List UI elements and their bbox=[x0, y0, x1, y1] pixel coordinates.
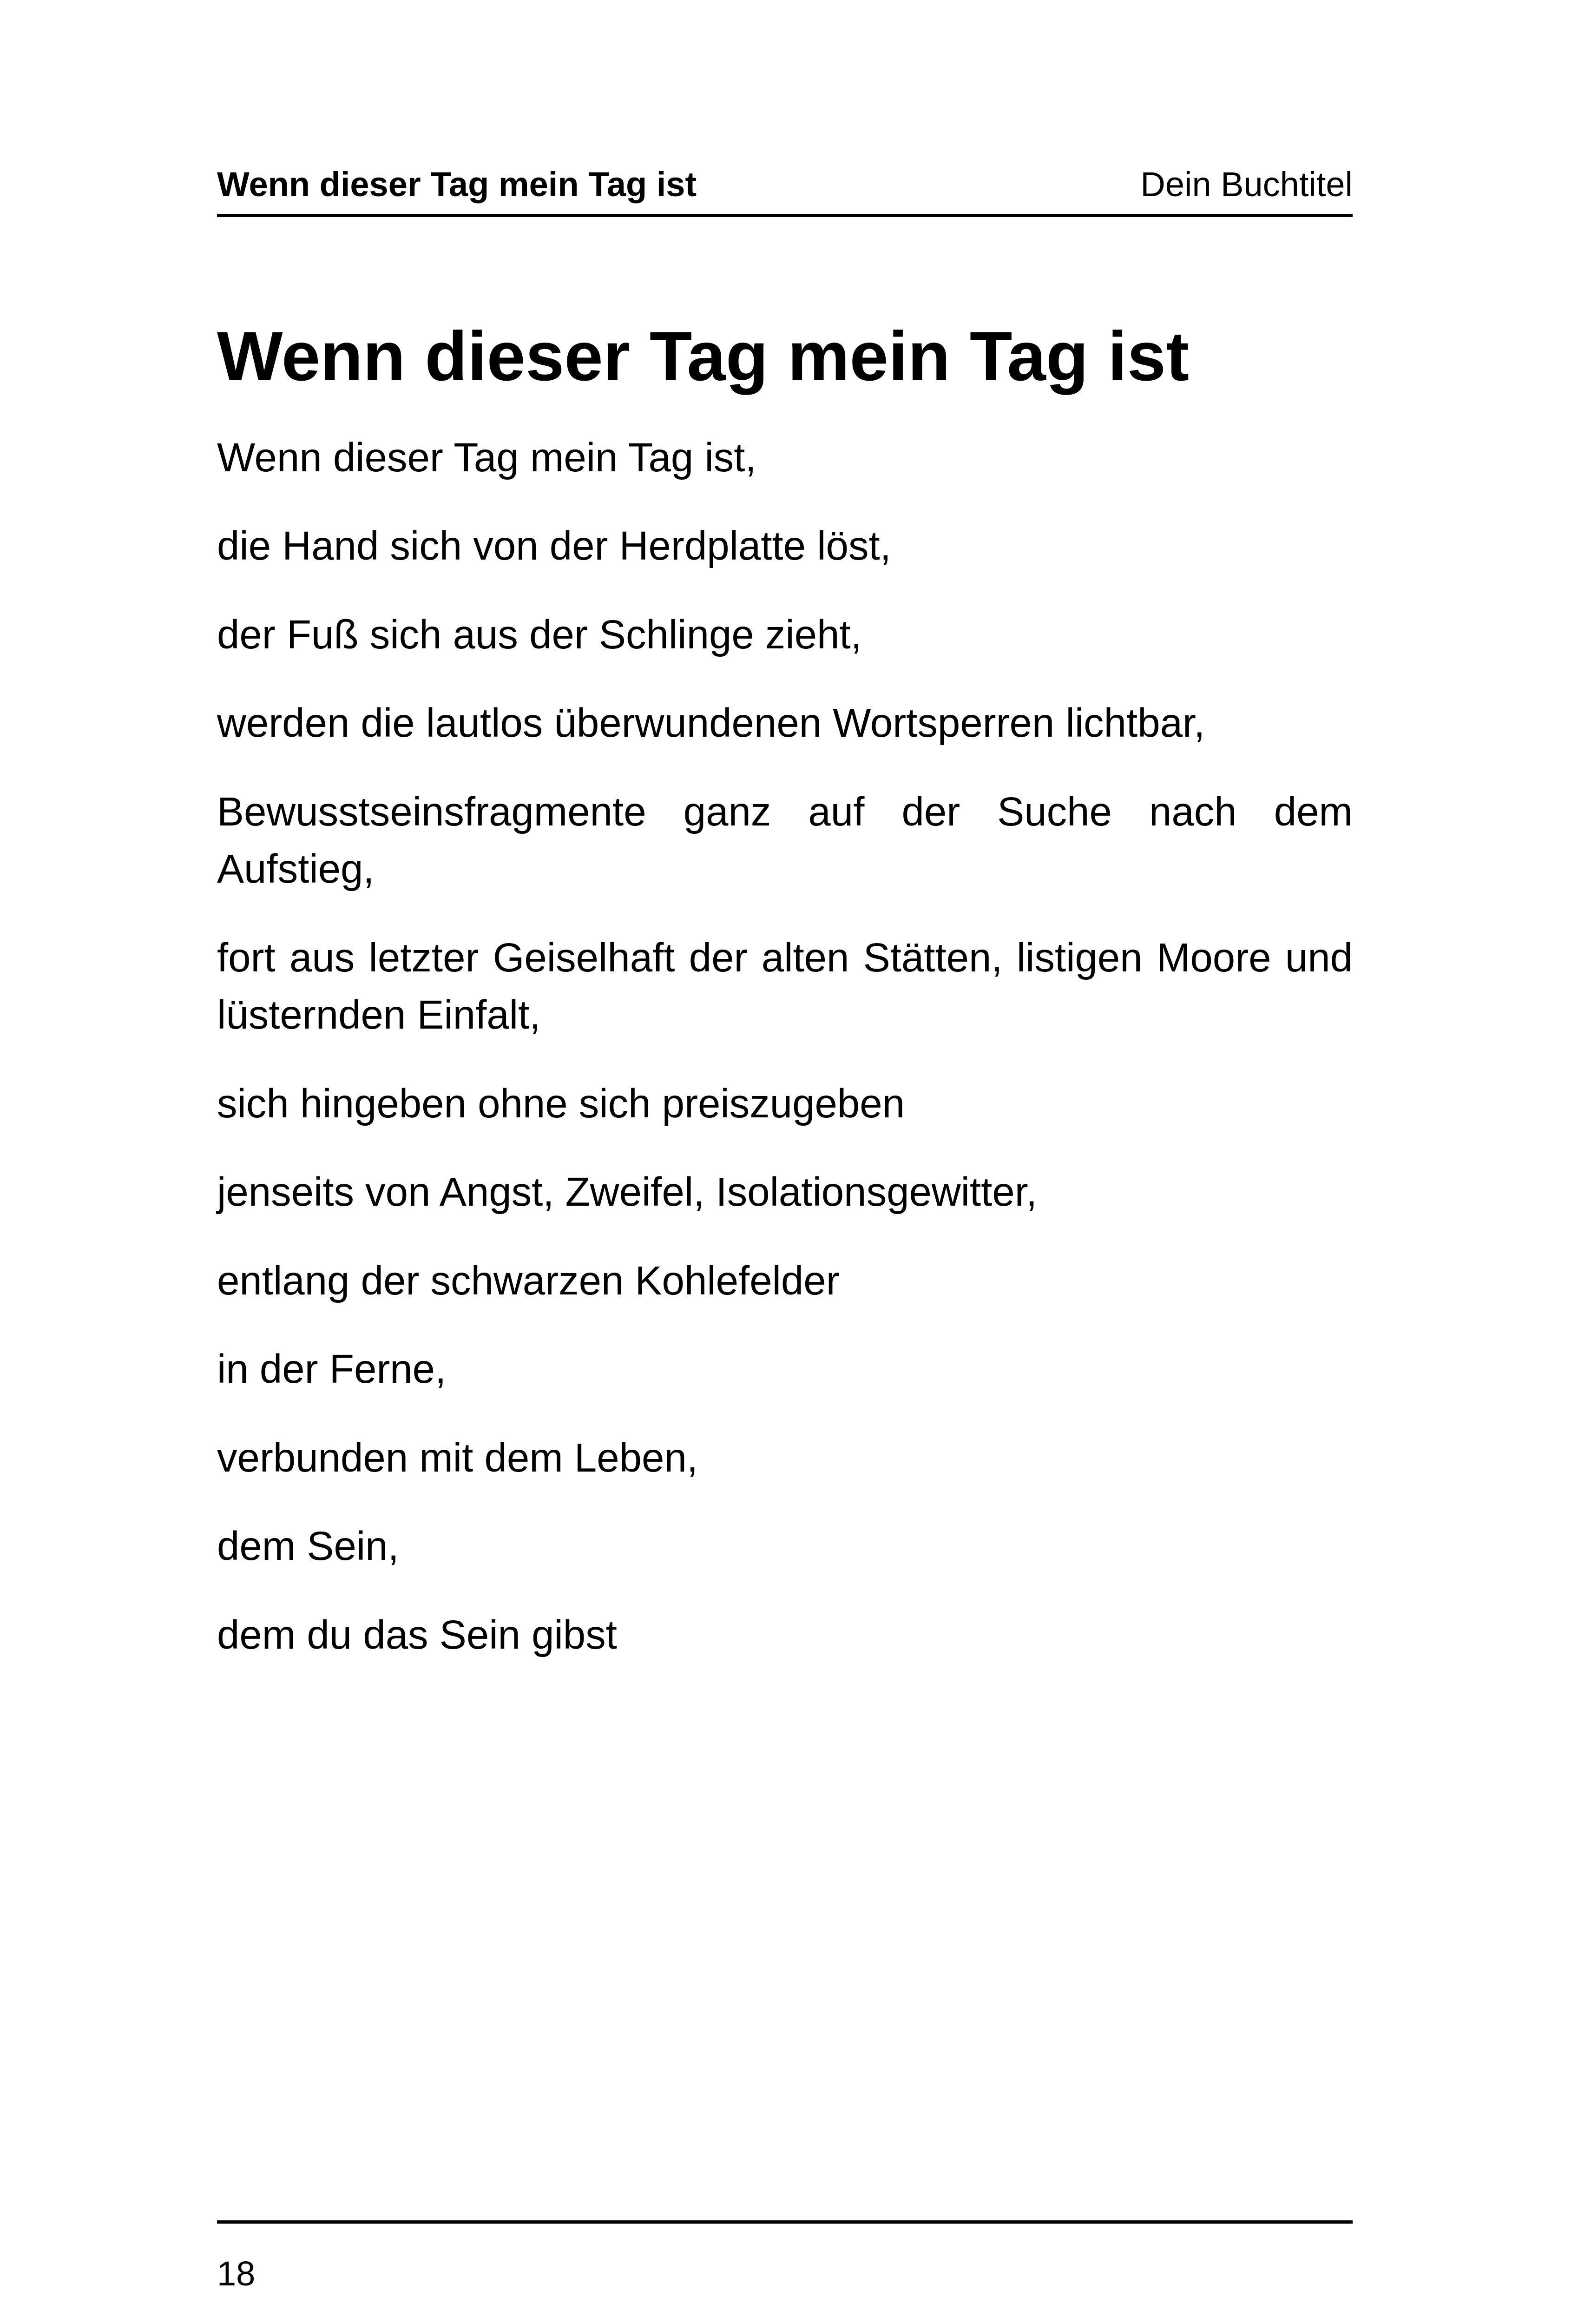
verse-line: in der Ferne, bbox=[217, 1347, 447, 1392]
header-book-title: Dein Buchtitel bbox=[1140, 165, 1353, 204]
verse-line: entlang der schwarzen Kohlefelder bbox=[217, 1258, 840, 1303]
chapter-title: Wenn dieser Tag mein Tag ist bbox=[217, 317, 1190, 395]
verse-line: verbunden mit dem Leben, bbox=[217, 1435, 698, 1480]
page-number: 18 bbox=[217, 2254, 256, 2293]
verse-line: der Fuß sich aus der Schlinge zieht, bbox=[217, 612, 862, 657]
verse-line: sich hingeben ohne sich preiszugeben bbox=[217, 1081, 905, 1126]
verse-line: dem Sein, bbox=[217, 1524, 399, 1569]
header-chapter-title: Wenn dieser Tag mein Tag ist bbox=[217, 165, 697, 204]
footer-divider bbox=[217, 2220, 1353, 2224]
verse-line: Bewusstseinsfragmente ganz auf der Suche nach dem Aufstieg, bbox=[217, 789, 1353, 892]
verse-line: werden die lautlos überwundenen Wortsperren lichtbar, bbox=[217, 700, 1205, 746]
verse-line: jenseits von Angst, Zweifel, Isolationsgewitter, bbox=[217, 1169, 1038, 1215]
running-header bbox=[217, 158, 1353, 214]
verse-line: Wenn dieser Tag mein Tag ist, bbox=[217, 435, 756, 480]
verse-line: fort aus letzter Geiselhaft der alten Stätten, listigen Moore und lüsternden Einfalt, bbox=[217, 935, 1353, 1038]
verse-line: die Hand sich von der Herdplatte löst, bbox=[217, 523, 891, 569]
verse-line: dem du das Sein gibst bbox=[217, 1612, 617, 1657]
header-divider bbox=[217, 214, 1353, 217]
chapter-content bbox=[217, 316, 1353, 1695]
